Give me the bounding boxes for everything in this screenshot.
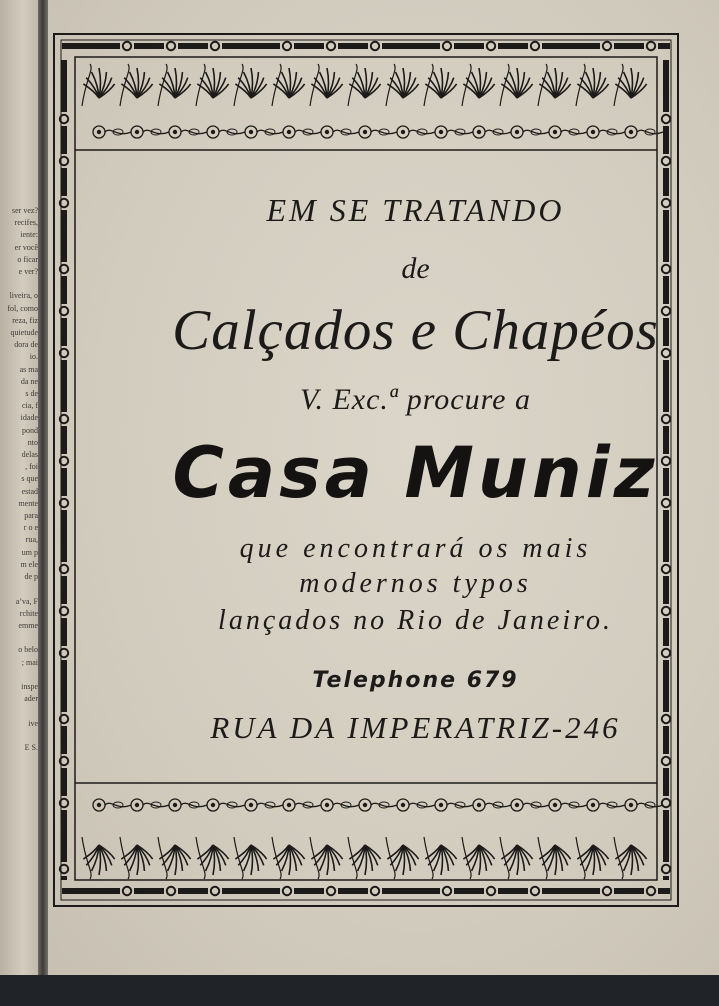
previous-page-line: o belo	[18, 645, 38, 655]
previous-page-line: o ficar	[17, 254, 38, 264]
previous-page-line: m ele	[20, 559, 38, 569]
previous-page-line: dora de	[14, 340, 38, 350]
previous-page-line: para	[24, 511, 38, 521]
telephone-number: Telephone 679	[312, 668, 519, 693]
street-address: RUA DA IMPERATRIZ-246	[210, 710, 621, 745]
previous-page-line: delas	[21, 450, 38, 460]
previous-page-line	[0, 705, 38, 717]
previous-page-line: mente	[18, 498, 38, 508]
previous-page-line: pond	[22, 425, 38, 435]
chain-border-top	[62, 42, 670, 50]
previous-page-line: iente:	[20, 230, 38, 240]
previous-page-line: um p	[21, 547, 38, 557]
previous-page-line: r o e	[23, 523, 38, 533]
previous-page-text	[0, 205, 40, 754]
previous-page-line: rua,	[25, 535, 38, 545]
previous-page-line: ader	[24, 694, 38, 704]
previous-page-line: io.	[29, 352, 38, 362]
previous-page-line: er você	[14, 242, 38, 252]
previous-page-line: emme	[18, 620, 38, 630]
products-heading: Calçados e Chapéos	[172, 299, 659, 362]
previous-page-line: ; mai	[21, 657, 38, 667]
previous-page-line: fol, como	[7, 303, 38, 313]
previous-page-line	[0, 730, 38, 742]
palmette-frieze-bottom	[82, 799, 663, 879]
chain-border-bottom	[62, 887, 670, 895]
previous-page-line: reza, fiz	[12, 315, 38, 325]
chain-border-left	[60, 60, 68, 880]
previous-page-line: as ma	[19, 364, 38, 374]
previous-page-line: cia, f	[22, 401, 38, 411]
palmette-frieze-top	[82, 64, 663, 138]
previous-page-line: inspe	[21, 681, 38, 691]
previous-page-line: ser vez?	[12, 206, 38, 215]
previous-page-edge	[0, 0, 42, 975]
previous-page-line: a’va, F	[15, 596, 38, 606]
previous-page-line	[0, 583, 38, 595]
headline-em-se-tratando: EM SE TRATANDO	[266, 192, 565, 228]
description-line-2: modernos typos	[299, 568, 532, 599]
previous-page-line: , foi	[25, 462, 38, 472]
previous-page-line: da ne	[20, 376, 38, 386]
previous-page-line: de p	[24, 572, 38, 582]
previous-page-line	[0, 632, 38, 644]
advertisement-page	[48, 0, 719, 975]
previous-page-line: s que	[21, 474, 38, 484]
procure-line: V. Exc.ª procure a	[300, 383, 531, 416]
previous-page-line: rchite	[19, 608, 38, 618]
store-name: Casa Muniz	[172, 432, 659, 514]
previous-page-line: e ver?	[18, 267, 38, 277]
description-line-1: que encontrará os mais	[239, 533, 592, 564]
previous-page-line: idade	[20, 413, 38, 423]
previous-page-line: liveira, o	[9, 291, 38, 301]
previous-page-line: recifes,	[14, 218, 38, 228]
previous-page-line: ive	[28, 718, 38, 728]
previous-page-line	[0, 278, 38, 290]
previous-page-line: nto	[27, 437, 38, 447]
previous-page-line	[0, 669, 38, 681]
previous-page-line: s de	[25, 389, 38, 399]
previous-page-line: E S.	[24, 742, 38, 752]
description-line-3: lançados no Rio de Janeiro.	[218, 605, 613, 636]
previous-page-line: quietude	[10, 328, 38, 338]
headline-de: de	[401, 252, 430, 285]
previous-page-line: estad	[21, 486, 38, 496]
